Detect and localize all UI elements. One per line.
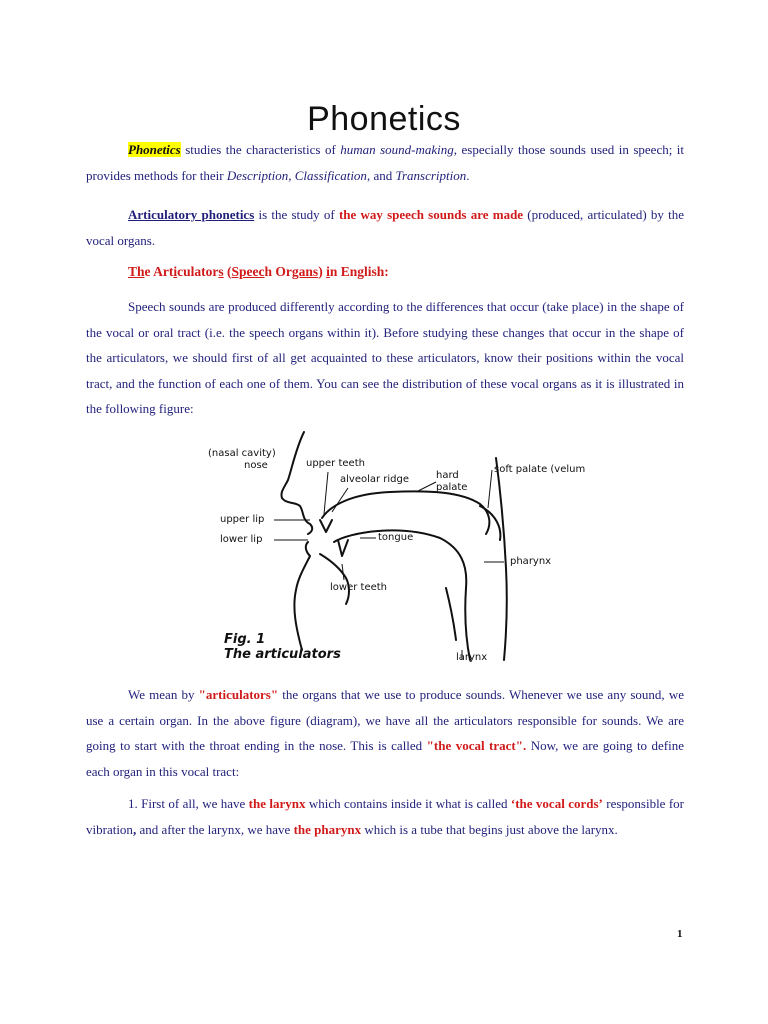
- body-paragraph-1: Speech sounds are produced differently according to the differences that occur (take place) in the shape of the vocal or oral tract (i.e. the speech organs within it). Before studying these changes that occur in the shape of the articulators, we should first of all get acquainted to these articulators, know their positions within the vocal tract, and the function of each one of them. You can see the distribution of these vocal organs as it is illustrated in the following figure:: [86, 299, 684, 416]
- label-soft-palate: soft palate (velum: [494, 464, 586, 475]
- articulators-term: "articulators": [198, 687, 279, 702]
- pharynx-term: the pharynx: [293, 821, 362, 837]
- label-alveolar-ridge: alveolar ridge: [340, 474, 410, 485]
- vocal-cords-term: ‘the vocal cords’: [510, 796, 603, 811]
- body-paragraph-2: [86, 682, 684, 784]
- label-nose: nose: [244, 460, 268, 471]
- heading-part: h Or: [264, 264, 292, 279]
- body3-text: which contains inside it what is called: [305, 796, 511, 811]
- articulatory-text: (produced, articulated) by the vocal organs.: [86, 207, 684, 248]
- intro-italic: Description: [226, 167, 289, 183]
- body3-text: responsible for vibration: [86, 796, 684, 837]
- intro-text: .: [466, 167, 470, 183]
- body3-text: and after the larynx, we have: [136, 821, 294, 837]
- heading-part: e Art: [144, 264, 174, 279]
- heading-part: i: [326, 264, 330, 279]
- intro-text: , especially those sounds used in speech; it provides methods for their: [86, 142, 685, 183]
- vocal-tract-term: "the vocal tract".: [426, 738, 527, 753]
- articulatory-text: is the study of: [254, 207, 339, 222]
- figure-caption-title: The articulators: [224, 647, 341, 662]
- figure-caption-number: Fig. 1: [224, 632, 266, 647]
- label-lower-teeth: lower teeth: [330, 582, 388, 593]
- intro-paragraph: [86, 137, 684, 188]
- body3-text: which is a tube that begins just above the larynx.: [361, 821, 618, 837]
- heading-part: s: [218, 264, 224, 279]
- heading-part: (: [223, 264, 232, 279]
- label-tongue: tongue: [378, 532, 414, 543]
- page-title: Phonetics: [307, 100, 461, 138]
- label-upper-lip: upper lip: [220, 514, 265, 525]
- label-larynx: larynx: [456, 652, 488, 663]
- label-upper-teeth: upper teeth: [306, 458, 365, 469]
- body2-text: Now, we are going to define each organ in this vocal tract:: [86, 738, 685, 779]
- heading-part: gans: [291, 264, 319, 279]
- heading-part: culator: [177, 264, 219, 279]
- heading-part: Th: [128, 264, 145, 279]
- body3-comma: ,: [132, 821, 137, 837]
- heading-part: i: [173, 264, 178, 279]
- intro-italic: human sound-making: [340, 142, 454, 157]
- label-hard-palate: hard: [436, 470, 459, 481]
- heading-part: n English:: [329, 264, 389, 279]
- phonetics-term: Phonetics: [128, 142, 181, 157]
- intro-text: , and: [366, 167, 396, 183]
- label-pharynx: pharynx: [510, 556, 552, 567]
- heading-part: Speec: [231, 264, 265, 279]
- label-lower-lip: lower lip: [220, 534, 263, 545]
- label-nasal-cavity: (nasal cavity): [208, 448, 276, 459]
- larynx-term: the larynx: [248, 796, 306, 811]
- body3-text: 1. First of all, we have: [128, 796, 249, 811]
- body2-text: We mean by: [128, 687, 199, 702]
- articulatory-term: Articulatory phonetics: [128, 207, 255, 222]
- body-paragraph-3: [86, 791, 684, 842]
- heading-part: ): [318, 264, 327, 279]
- intro-italic: Transcription: [395, 167, 467, 183]
- label-hard-palate-2: palate: [436, 482, 468, 493]
- articulatory-highlight: the way speech sounds are made: [338, 207, 524, 222]
- body2-text: the organs that we use to produce sounds. Whenever we use any sound, we use a certain organ. In the above figure (diagram), we have all the articulators responsible for sounds. We are going to start with the throat ending in the nose. This is called: [86, 687, 684, 753]
- intro-text: studies the characteristics of: [180, 142, 341, 157]
- articulators-figure: [200, 428, 600, 668]
- intro-italic: Classification: [294, 167, 367, 183]
- intro-text: ,: [288, 167, 295, 183]
- page-number: 1: [677, 928, 683, 940]
- section-heading: [128, 264, 389, 280]
- articulatory-paragraph: [86, 202, 684, 253]
